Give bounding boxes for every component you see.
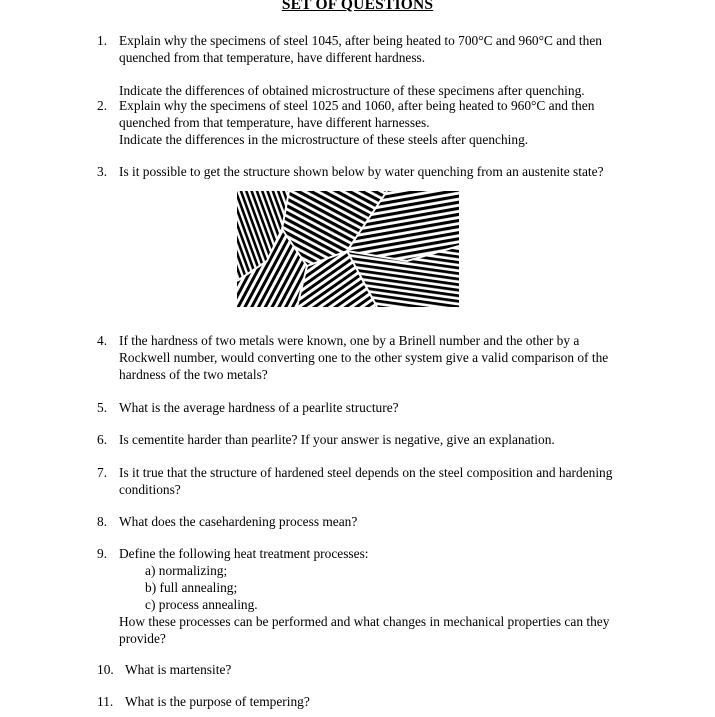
question-4 bbox=[97, 332, 657, 383]
question-text: How these processes can be performed and what changes in mechanical properties can they bbox=[119, 614, 610, 629]
question-number: 11. bbox=[97, 694, 114, 709]
question-11 bbox=[97, 693, 657, 710]
question-1 bbox=[97, 32, 657, 99]
question-number: 10. bbox=[97, 662, 114, 677]
question-text: quenched from that temperature, have different harnesses. bbox=[119, 115, 430, 130]
question-text: Rockwell number, would converting one to the other system give a valid comparison of the bbox=[119, 350, 609, 365]
question-number: 1. bbox=[97, 33, 108, 48]
question-text: quenched from that temperature, have different hardness. bbox=[119, 50, 426, 65]
question-number: 7. bbox=[97, 465, 108, 480]
question-text: What does the casehardening process mean? bbox=[119, 514, 358, 529]
question-text: Define the following heat treatment processes: bbox=[119, 546, 369, 561]
question-text: Is it possible to get the structure shown below by water quenching from an austenite state? bbox=[119, 164, 604, 179]
question-2 bbox=[97, 97, 657, 148]
question-text: Explain why the specimens of steel 1025 and 1060, after being heated to 960°C and then bbox=[119, 98, 595, 113]
question-5 bbox=[97, 399, 657, 416]
question-number: 4. bbox=[97, 333, 108, 348]
question-number: 3. bbox=[97, 164, 108, 179]
question-text: What is the average hardness of a pearlite structure? bbox=[119, 400, 399, 415]
question-10 bbox=[97, 661, 657, 678]
blank-line bbox=[119, 66, 657, 82]
question-text: Is cementite harder than pearlite? If your answer is negative, give an explanation. bbox=[119, 432, 555, 447]
question-text: If the hardness of two metals were known, one by a Brinell number and the other by a bbox=[119, 333, 580, 348]
question-text: Explain why the specimens of steel 1045, after being heated to 700°C and 960°C and then bbox=[119, 33, 602, 48]
question-7 bbox=[97, 464, 657, 498]
question-number: 9. bbox=[97, 546, 108, 561]
question-text: provide? bbox=[119, 631, 166, 646]
question-text: What is the purpose of tempering? bbox=[125, 694, 310, 709]
question-text: What is martensite? bbox=[125, 662, 232, 677]
question-9 bbox=[97, 545, 657, 647]
question-8 bbox=[97, 513, 657, 530]
question-text: Is it true that the structure of hardened steel depends on the steel composition and hardening bbox=[119, 465, 613, 480]
pearlite-microstructure-image bbox=[237, 191, 459, 307]
question-text: Indicate the differences of obtained microstructure of these specimens after quenching. bbox=[119, 83, 585, 98]
subitem: b) full annealing; bbox=[145, 580, 238, 595]
question-6 bbox=[97, 431, 657, 448]
question-number: 5. bbox=[97, 400, 108, 415]
subitem: c) process annealing. bbox=[145, 597, 258, 612]
question-text: Indicate the differences in the microstructure of these steels after quenching. bbox=[119, 132, 529, 147]
question-text: hardness of the two metals? bbox=[119, 367, 268, 382]
question-number: 8. bbox=[97, 514, 108, 529]
question-3 bbox=[97, 163, 657, 180]
question-number: 6. bbox=[97, 432, 108, 447]
question-number: 2. bbox=[97, 98, 108, 113]
page-title: SET OF QUESTIONS bbox=[281, 0, 434, 13]
question-text: conditions? bbox=[119, 482, 181, 497]
subitem: a) normalizing; bbox=[145, 563, 228, 578]
